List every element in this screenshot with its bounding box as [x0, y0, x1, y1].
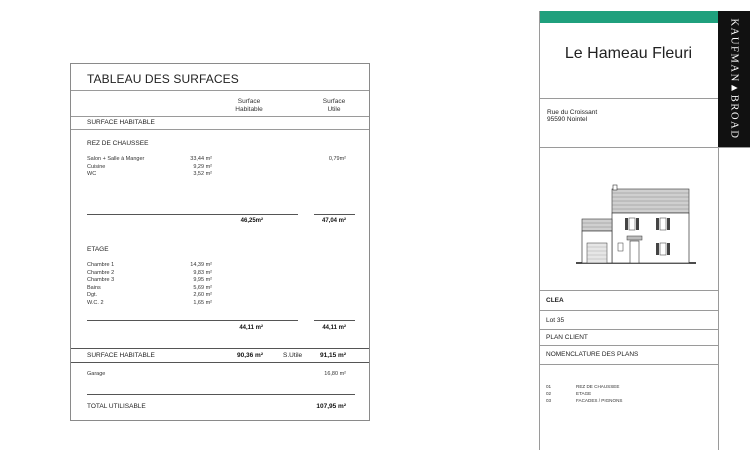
surface-table: [70, 63, 370, 421]
frame-line: [718, 147, 719, 450]
room-area: 5,69 m²: [193, 284, 212, 291]
room-name: W.C. 2: [87, 299, 104, 306]
garage-value: 16,80 m²: [324, 371, 346, 377]
project-name: Le Hameau Fleuri: [564, 45, 693, 62]
plan-type: PLAN CLIENT: [546, 334, 588, 341]
total-utile-value: 91,15 m²: [319, 352, 346, 359]
room-area: 2,60 m²: [193, 292, 212, 298]
column-header-utile: [307, 98, 361, 114]
total-utilisable-value: 107,95 m²: [316, 403, 346, 410]
model-name: CLEA: [546, 297, 564, 304]
column-header-line: Habitable: [235, 106, 263, 113]
plan-name: REZ DE CHAUSSEE: [576, 384, 620, 389]
column-header-line: Surface: [322, 98, 346, 105]
room-area: 9,83 m²: [193, 269, 212, 276]
divider: [71, 116, 369, 117]
plan-list-item: [546, 383, 622, 390]
address-line: 95590 Nointel: [547, 116, 588, 123]
room-name: Salon + Salle à Manger: [87, 156, 145, 162]
divider: [71, 362, 369, 363]
room-name: Cuisine: [87, 163, 106, 170]
room-areas-etage: [171, 262, 212, 307]
subtotal-utile-etage: 44,11 m²: [322, 325, 346, 331]
subtotal-habitable-rdc: 46,25m²: [240, 218, 263, 224]
room-name: Bains: [87, 284, 101, 291]
room-name: WC: [87, 171, 97, 177]
nomenclature-heading: NOMENCLATURE DES PLANS: [546, 351, 639, 358]
garage-label: Garage: [87, 371, 106, 377]
total-utile-label: S.Utile: [283, 352, 303, 359]
section-heading-etage: ETAGE: [87, 246, 109, 253]
room-area: 1,65 m²: [193, 299, 212, 306]
divider: [71, 348, 369, 349]
plan-list-item: [546, 390, 622, 397]
table-title: TABLEAU DES SURFACES: [87, 72, 239, 86]
divider: [539, 147, 750, 148]
plan-list-item: [546, 397, 622, 404]
lot-number: Lot 35: [546, 317, 565, 324]
brand-wordmark: KAUFMAN▲BROAD: [728, 18, 740, 140]
divider: [71, 129, 369, 130]
plan-name: ETAGE: [576, 391, 592, 396]
frame-line: [539, 11, 540, 450]
brand-logo: [718, 11, 750, 147]
total-habitable-value: 90,36 m²: [236, 352, 263, 359]
room-areas-rdc: [171, 156, 212, 179]
total-habitable-label: SURFACE HABITABLE: [87, 352, 155, 359]
subtotal-utile-rdc: 47,04 m²: [321, 218, 346, 224]
room-area: 9,95 m²: [193, 277, 212, 283]
total-rule: [87, 394, 355, 395]
address: [547, 109, 597, 123]
divider: [539, 329, 718, 330]
divider: [539, 98, 718, 99]
section-label-habitable: SURFACE HABITABLE: [87, 119, 155, 126]
room-name: Chambre 3: [87, 277, 115, 283]
room-area: 33,44 m²: [190, 156, 212, 162]
room-utile-rdc: 0,79m²: [328, 156, 346, 162]
plan-number: 03: [546, 398, 552, 403]
column-header-habitable: [221, 98, 277, 114]
title-block: [539, 11, 750, 450]
divider: [71, 90, 369, 91]
divider: [539, 345, 718, 346]
house-elevation-drawing: [572, 183, 700, 269]
total-utilisable-label: TOTAL UTILISABLE: [87, 403, 146, 410]
room-names-etage: [87, 262, 177, 307]
subtotal-habitable-etage: 44,11 m²: [239, 325, 263, 331]
plan-name: FACADES / PIGNONS: [576, 398, 623, 403]
plan-number: 01: [546, 384, 552, 389]
plan-list: [546, 383, 622, 404]
divider: [539, 290, 718, 291]
subtotal-rule: [314, 214, 355, 215]
subtotal-rule: [87, 320, 298, 321]
subtotal-rule: [314, 320, 355, 321]
room-name: Chambre 1: [87, 262, 115, 268]
divider: [539, 364, 718, 365]
room-name: Dgt.: [87, 292, 98, 298]
room-area: 9,29 m²: [193, 163, 212, 170]
column-header-line: Surface: [237, 98, 261, 105]
room-name: Chambre 2: [87, 269, 115, 276]
address-line: Rue du Croissant: [547, 109, 598, 116]
column-header-line: Utile: [327, 106, 341, 113]
room-area: 14,39 m²: [190, 262, 212, 268]
divider: [539, 310, 718, 311]
section-heading-rdc: REZ DE CHAUSSEE: [87, 140, 149, 147]
subtotal-rule: [87, 214, 298, 215]
room-area: 3,52 m²: [193, 171, 212, 177]
plan-number: 02: [546, 391, 552, 396]
accent-bar: [539, 11, 718, 23]
